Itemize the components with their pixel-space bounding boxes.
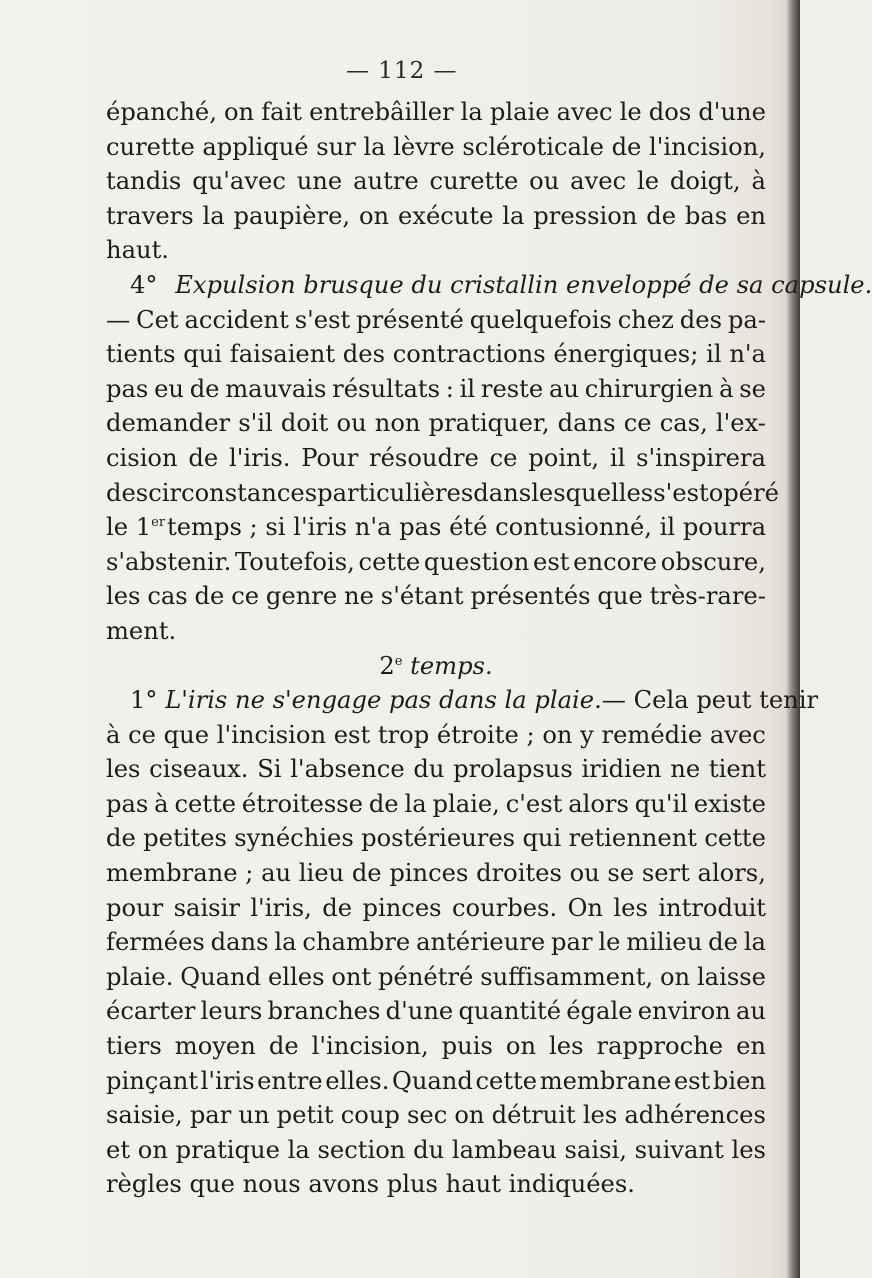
text-line: règles que nous avons plus haut indiquées. bbox=[106, 1170, 635, 1199]
text-line: pinçant l'iris entre elles. Quand cette membrane est bien bbox=[106, 1066, 766, 1095]
text-line: haut. bbox=[106, 236, 169, 265]
page-number: — 112 — bbox=[346, 58, 458, 84]
text-line: pas à cette étroitesse de la plaie, c'est alors qu'il existe bbox=[106, 789, 766, 818]
text-line: les ciseaux. Si l'absence du prolapsus iridien ne tient bbox=[106, 755, 766, 784]
text-line: fermées dans la chambre antérieure par le milieu de la bbox=[106, 928, 766, 957]
section-title: L'iris ne s'engage pas dans la plaie. bbox=[165, 686, 602, 715]
text-fragment: — Cela peut tenir bbox=[601, 686, 819, 715]
text-line: pour saisir l'iris, de pinces courbes. On les introduit bbox=[106, 893, 766, 922]
text-line: les cas de ce genre ne s'étant présentés que très-rare- bbox=[106, 582, 766, 611]
text-line: épanché, on fait entrebâiller la plaie avec le dos d'une bbox=[106, 98, 766, 126]
superscript: e bbox=[394, 653, 403, 669]
text-line: demander s'il doit ou non pratiquer, dans ce cas, l'ex- bbox=[106, 409, 766, 438]
text-line: membrane ; au lieu de pinces droites ou se sert alors, bbox=[106, 859, 766, 888]
text-line: des circonstances particulières dans lesquelles s'est opéré bbox=[106, 478, 779, 507]
text-line: tients qui faisaient des contractions énergiques; il n'a bbox=[106, 340, 766, 369]
text-line: et on pratique la section du lambeau saisi, suivant les bbox=[106, 1135, 766, 1164]
text-line: curette appliqué sur la lèvre scléroticale de l'incision, bbox=[106, 132, 766, 161]
text-line: tiers moyen de l'incision, puis on les rapproche en bbox=[106, 1032, 766, 1061]
text-fragment: le 1 bbox=[106, 513, 152, 542]
text-line: plaie. Quand elles ont pénétré suffisamment, on laisse bbox=[106, 962, 766, 991]
text-line: de petites synéchies postérieures qui retiennent cette bbox=[106, 824, 766, 853]
page-edge bbox=[786, 0, 800, 1278]
text-line: travers la paupière, on exécute la pression de bas en bbox=[106, 201, 766, 230]
subheading-number: 2 bbox=[379, 651, 395, 680]
text-fragment: temps ; si l'iris n'a pas été contusionné, il pourra bbox=[167, 513, 766, 542]
text-line-1er bbox=[106, 510, 766, 545]
subheading-temps bbox=[106, 649, 766, 684]
section-number: 4° bbox=[130, 270, 158, 299]
section-heading-1 bbox=[106, 683, 819, 718]
text-line: à ce que l'incision est trop étroite ; on y remédie avec bbox=[106, 720, 766, 749]
section-title: Expulsion brusque du cristallin enveloppé de sa capsule. bbox=[175, 270, 872, 299]
text-line: ment. bbox=[106, 616, 177, 645]
section-number: 1° bbox=[130, 686, 158, 715]
text-line: saisie, par un petit coup sec on détruit les adhérences bbox=[106, 1101, 766, 1130]
text-line: cision de l'iris. Pour résoudre ce point, il s'inspirera bbox=[106, 443, 766, 472]
text-line: — Cet accident s'est présenté quelquefois chez des pa- bbox=[106, 305, 766, 334]
text-line: écarter leurs branches d'une quantité égale environ au bbox=[106, 997, 766, 1026]
text-line: tandis qu'avec une autre curette ou avec le doigt, à bbox=[106, 167, 766, 196]
text-line: s'abstenir. Toutefois, cette question est encore obscure, bbox=[106, 547, 766, 576]
body-text bbox=[106, 95, 872, 1202]
subheading-word: temps. bbox=[410, 651, 493, 680]
section-heading-4 bbox=[106, 268, 872, 303]
superscript: er bbox=[151, 515, 166, 531]
text-line: pas eu de mauvais résultats : il reste au chirurgien à se bbox=[106, 374, 766, 403]
